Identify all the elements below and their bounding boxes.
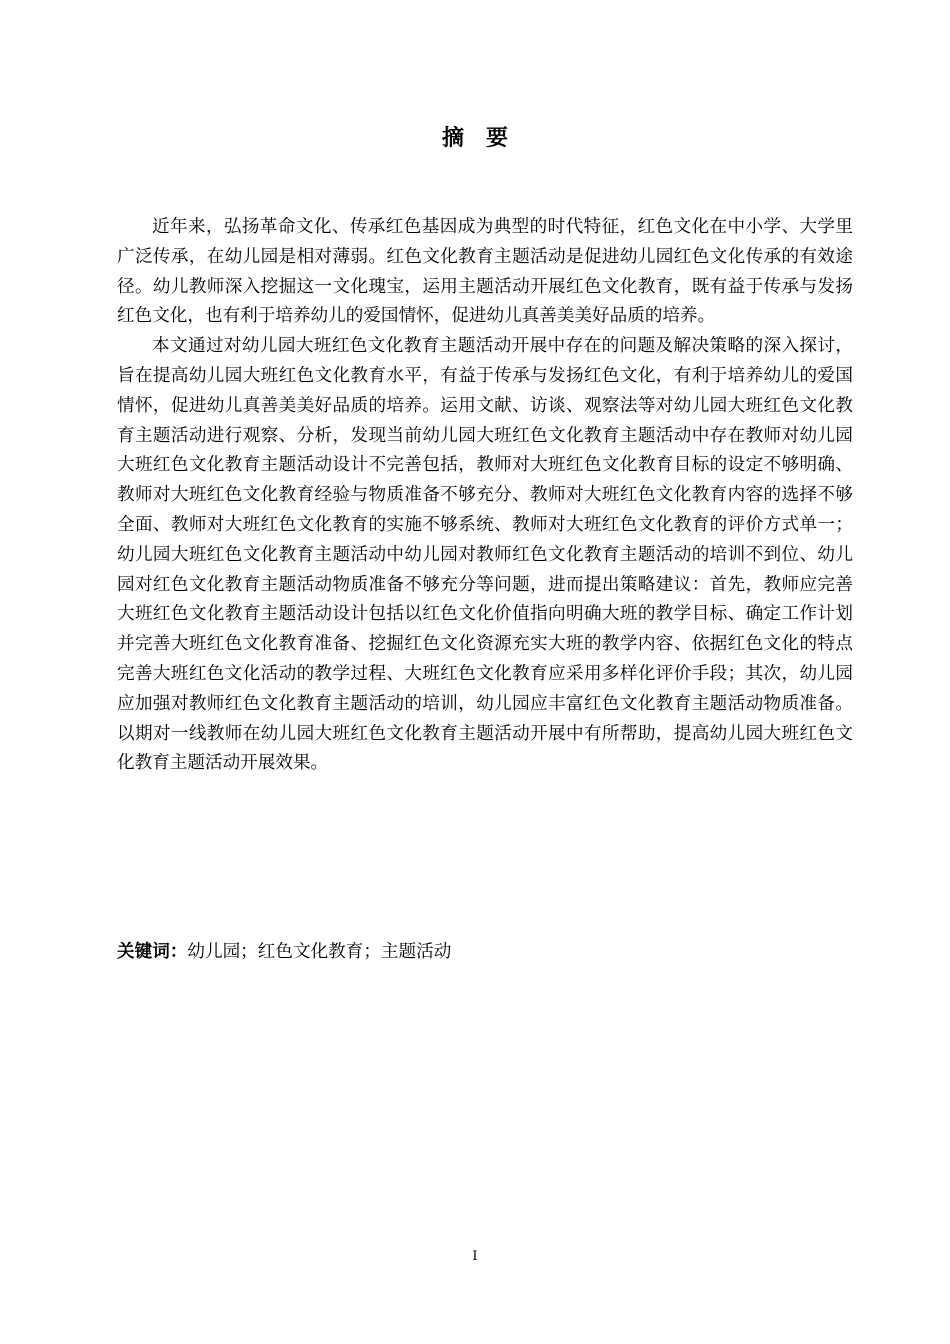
abstract-title: 摘要 — [441, 126, 530, 151]
abstract-body — [117, 213, 853, 779]
keywords-label: 关键词： — [117, 942, 188, 962]
keywords-value: 幼儿园；红色文化教育；主题活动 — [187, 942, 452, 962]
page-number: I — [472, 1249, 478, 1264]
keywords-line — [117, 938, 853, 968]
abstract-paragraph-2: 本文通过对幼儿园大班红色文化教育主题活动开展中存在的问题及解决策略的深入探讨，旨在提高幼儿园大班红色文化教育水平，有益于传承与发扬红色文化，有利于培养幼儿的爱国情怀，促进幼儿真善美美好品质的培养。运用文献、访谈、观察法等对幼儿园大班红色文化教育主题活动进行观察、分析，发现当前幼儿园大班红色文化教育主题活动中存在教师对幼儿园大班红色文化教育主题活动设计不完善包括，教师对大班红色文化教育目标的设定不够明确、教师对大班红色文化教育经验与物质准备不够充分、教师对大班红色文化教育内容的选择不够全面、教师对大班红色文化教育的实施不够系统、教师对大班红色文化教育的评价方式单一；幼儿园大班红色文化教育主题活动中幼儿园对教师红色文化教育主题活动的培训不到位、幼儿园对红色文化教育主题活动物质准备不够充分等问题，进而提出策略建议：首先，教师应完善大班红色文化教育主题活动设计包括以红色文化价值指向明确大班的教学目标、确定工作计划并完善大班红色文化教育准备、挖掘红色文化资源充实大班的教学内容、依据红色文化的特点完善大班红色文化活动的教学过程、大班红色文化教育应采用多样化评价手段；其次，幼儿园应加强对教师红色文化教育主题活动的培训，幼儿园应丰富红色文化教育主题活动物质准备。以期对一线教师在幼儿园大班红色文化教育主题活动开展中有所帮助，提高幼儿园大班红色文化教育主题活动开展效果。 — [117, 336, 853, 774]
abstract-paragraph-1: 近年来，弘扬革命文化、传承红色基因成为典型的时代特征，红色文化在中小学、大学里广泛传承，在幼儿园是相对薄弱。红色文化教育主题活动是促进幼儿园红色文化传承的有效途径。幼儿教师深入挖掘这一文化瑰宝，运用主题活动开展红色文化教育，既有益于传承与发扬红色文化，也有利于培养幼儿的爱国情怀，促进幼儿真善美美好品质的培养。 — [117, 217, 853, 327]
